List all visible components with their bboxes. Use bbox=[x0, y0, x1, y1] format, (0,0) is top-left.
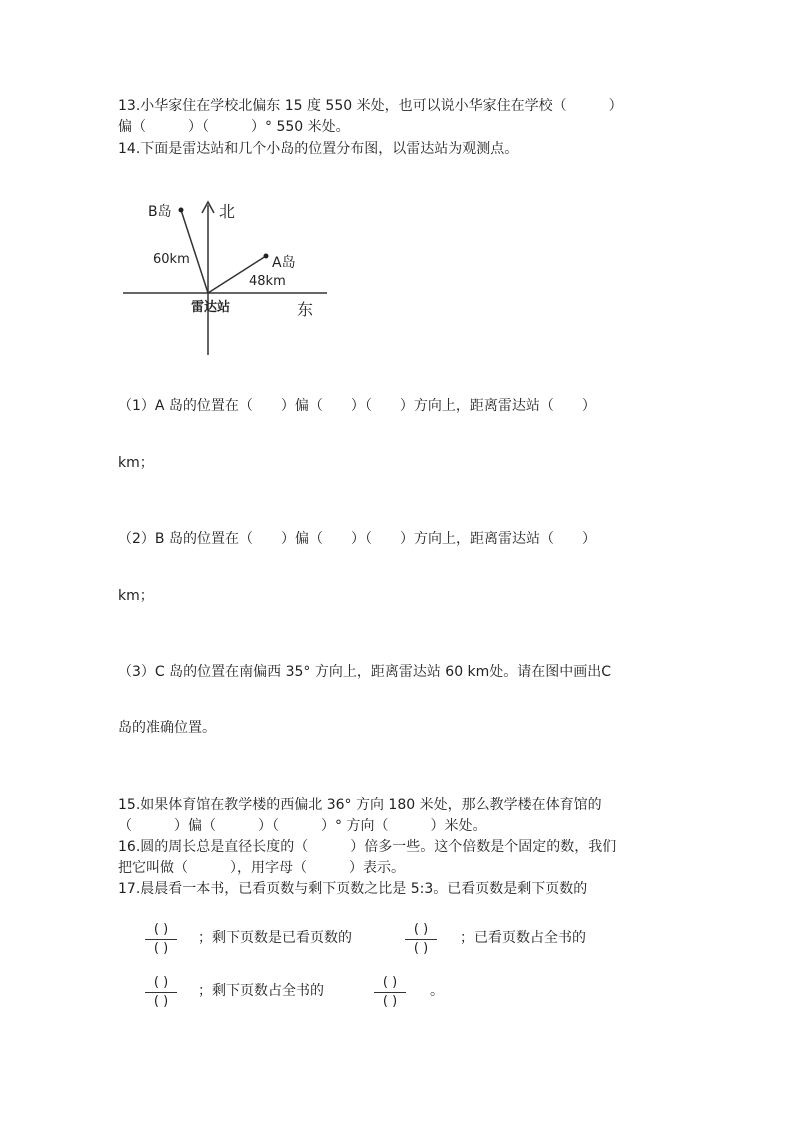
q14-part1: （1）A 岛的位置在（ ）偏（ ）（ ）方向上，距离雷达站（ ） bbox=[118, 398, 596, 414]
q15-line1: 15.如果体育馆在教学楼的西偏北 36° 方向 180 米处，那么教学楼在体育馆的 bbox=[118, 797, 602, 813]
q14-part1-unit: km； bbox=[118, 455, 154, 471]
a-island-point bbox=[264, 254, 269, 259]
q14-part2: （2）B 岛的位置在（ ）偏（ ）（ ）方向上，距离雷达站（ ） bbox=[118, 531, 596, 547]
north-label: 北 bbox=[219, 202, 236, 221]
station-label: 雷达站 bbox=[191, 300, 231, 315]
b-island-point bbox=[179, 208, 184, 213]
q16-line1: 16.圆的周长总是直径长度的（ ）倍多一些。这个倍数是个固定的数，我们 bbox=[118, 839, 617, 855]
q17-line1: 17.晨晨看一本书，已看页数与剩下页数之比是 5:3。已看页数是剩下页数的 bbox=[118, 881, 588, 897]
a-distance-label: 48km bbox=[249, 274, 286, 289]
q17-text-c: ；剩下页数占全书的 bbox=[198, 983, 324, 999]
q14-part3-line2: 岛的准确位置。 bbox=[118, 720, 216, 736]
b-distance-label: 60km bbox=[153, 252, 190, 267]
q14-part2-unit: km； bbox=[118, 588, 154, 604]
q14-part3-line1: （3）C 岛的位置在南偏西 35° 方向上，距离雷达站 60 km处。请在图中画出C bbox=[118, 664, 612, 680]
q14-intro: 14.下面是雷达站和几个小岛的位置分布图，以雷达站为观测点。 bbox=[118, 141, 519, 157]
east-label: 东 bbox=[297, 300, 314, 319]
a-island-label: A岛 bbox=[272, 255, 296, 271]
q17-text-b: ；已看页数占全书的 bbox=[460, 930, 586, 946]
q15-line2: （ ）偏（ ）（ ）° 方向（ ）米处。 bbox=[118, 818, 487, 834]
q17-text-d: 。 bbox=[430, 983, 444, 999]
q13-line1: 13.小华家住在学校北偏东 15 度 550 米处，也可以说小华家住在学校（ ） bbox=[118, 98, 623, 114]
q17-text-a: ；剩下页数是已看页数的 bbox=[198, 930, 352, 946]
fraction-blank: ( ) ( ) bbox=[141, 922, 181, 957]
fraction-blank: ( ) ( ) bbox=[370, 975, 410, 1010]
b-island-label: B岛 bbox=[148, 204, 172, 220]
fraction-blank: ( ) ( ) bbox=[401, 922, 441, 957]
q16-line2: 把它叫做（ ），用字母（ ）表示。 bbox=[118, 860, 405, 876]
q13-line2: 偏（ ）（ ）° 550 米处。 bbox=[118, 119, 350, 135]
fraction-blank: ( ) ( ) bbox=[141, 975, 181, 1010]
radar-diagram bbox=[115, 185, 335, 360]
